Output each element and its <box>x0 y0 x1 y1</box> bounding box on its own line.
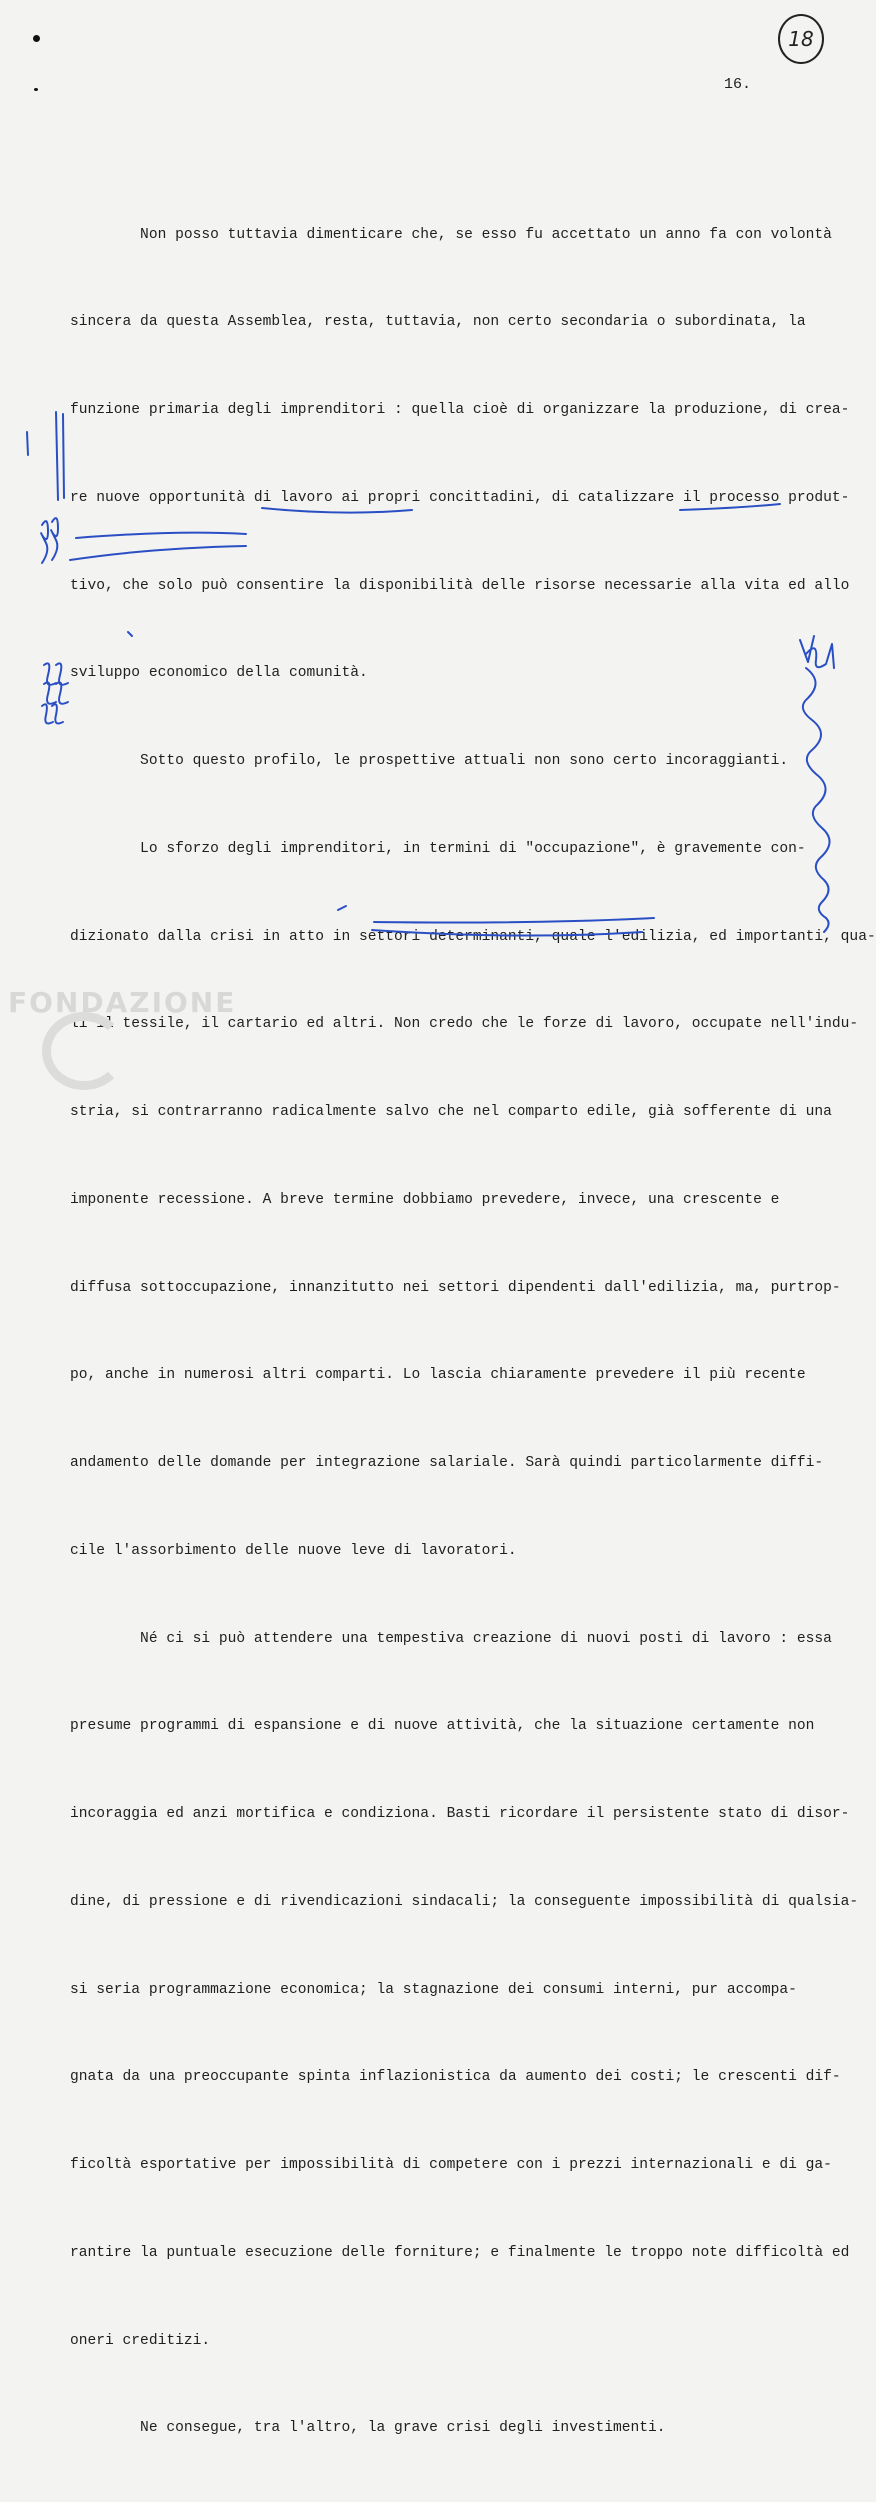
text-line: presume programmi di espansione e di nuove attività, che la situazione certamente non <box>70 1718 815 1735</box>
margin-initials-mark <box>800 636 834 668</box>
text-line: diffusa sottoccupazione, innanzitutto nei settori dipendenti dall'edilizia, ma, purtrop- <box>70 1279 841 1296</box>
text-line: li il tessile, il cartario ed altri. Non credo che le forze di lavoro, occupate nell'indu- <box>70 1016 859 1033</box>
text-line: sviluppo economico della comunità. <box>70 665 368 682</box>
text-line: andamento delle domande per integrazione salariale. Sarà quindi particolarmente diffi- <box>70 1455 824 1471</box>
margin-tick-mark <box>27 432 28 455</box>
punch-mark-top <box>33 35 40 42</box>
archive-number-stamp <box>778 14 824 64</box>
page-number: 16. <box>724 76 752 93</box>
text-line: cile l'assorbimento delle nuove leve di lavoratori. <box>70 1542 517 1559</box>
text-line: sincera da questa Assemblea, resta, tuttavia, non certo secondaria o subordinata, la <box>70 314 806 331</box>
margin-bar-mark <box>63 414 64 498</box>
text-line: dine, di pressione e di rivendicazioni sindacali; la conseguente impossibilità di qualsia- <box>70 1893 859 1910</box>
text-line: rantire la puntuale esecuzione delle forniture; e finalmente le troppo note difficoltà ed <box>70 2244 850 2261</box>
text-line: Non posso tuttavia dimenticare che, se esso fu accettato un anno fa con volontà <box>70 226 832 243</box>
margin-squiggle-mark <box>44 663 56 703</box>
margin-squiggle-mark <box>41 521 48 563</box>
text-line: re nuove opportunità di lavoro ai propri concittadini, di catalizzare il processo produt- <box>70 489 850 506</box>
margin-squiggle-mark <box>42 704 63 723</box>
archive-number: 18 <box>788 27 814 51</box>
margin-squiggle-mark <box>56 663 68 703</box>
text-line: oneri creditizi. <box>70 2332 211 2349</box>
text-line: ficoltà esportative per impossibilità di competere con i prezzi internazionali e di ga- <box>70 2157 832 2173</box>
margin-brace-mark <box>803 668 830 932</box>
text-line: Lo sforzo degli imprenditori, in termini di "occupazione", è gravemente con- <box>70 840 806 857</box>
watermark-logo <box>42 1012 126 1090</box>
text-line: tivo, che solo può consentire la disponibilità delle risorse necessarie alla vita ed allo <box>70 577 850 594</box>
watermark-text: FONDAZIONE <box>8 986 237 1019</box>
text-line: gnata da una preoccupante spinta inflazionistica da aumento dei costi; le crescenti dif- <box>70 2069 841 2086</box>
text-line: funzione primaria degli imprenditori : quella cioè di organizzare la produzione, di crea- <box>70 402 850 418</box>
watermark <box>8 986 236 1019</box>
text-line: Ne consegue, tra l'altro, la grave crisi degli investimenti. <box>70 2420 666 2437</box>
text-line: si seria programmazione economica; la stagnazione dei consumi interni, pur accompa- <box>70 1981 797 1998</box>
text-line: dizionato dalla crisi in atto in settori determinanti, quale l'edilizia, ed importanti, qua- <box>70 928 876 945</box>
text-line: po, anche in numerosi altri comparti. Lo lascia chiaramente prevedere il più recente <box>70 1367 806 1384</box>
margin-bar-mark <box>56 412 58 500</box>
text-line: Né ci si può attendere una tempestiva creazione di nuovi posti di lavoro : essa <box>70 1630 832 1647</box>
text-line: stria, si contrarranno radicalmente salvo che nel comparto edile, già sofferente di una <box>70 1104 832 1120</box>
text-line: Sotto questo profilo, le prospettive attuali non sono certo incoraggianti. <box>70 753 789 769</box>
text-line: incoraggia ed anzi mortifica e condiziona. Basti ricordare il persistente stato di disor- <box>70 1806 850 1822</box>
text-line: imponente recessione. A breve termine dobbiamo prevedere, invece, una crescente e <box>70 1191 780 1208</box>
typed-body-text <box>70 162 876 2502</box>
margin-squiggle-mark <box>51 518 58 560</box>
punch-mark-small <box>34 88 38 91</box>
